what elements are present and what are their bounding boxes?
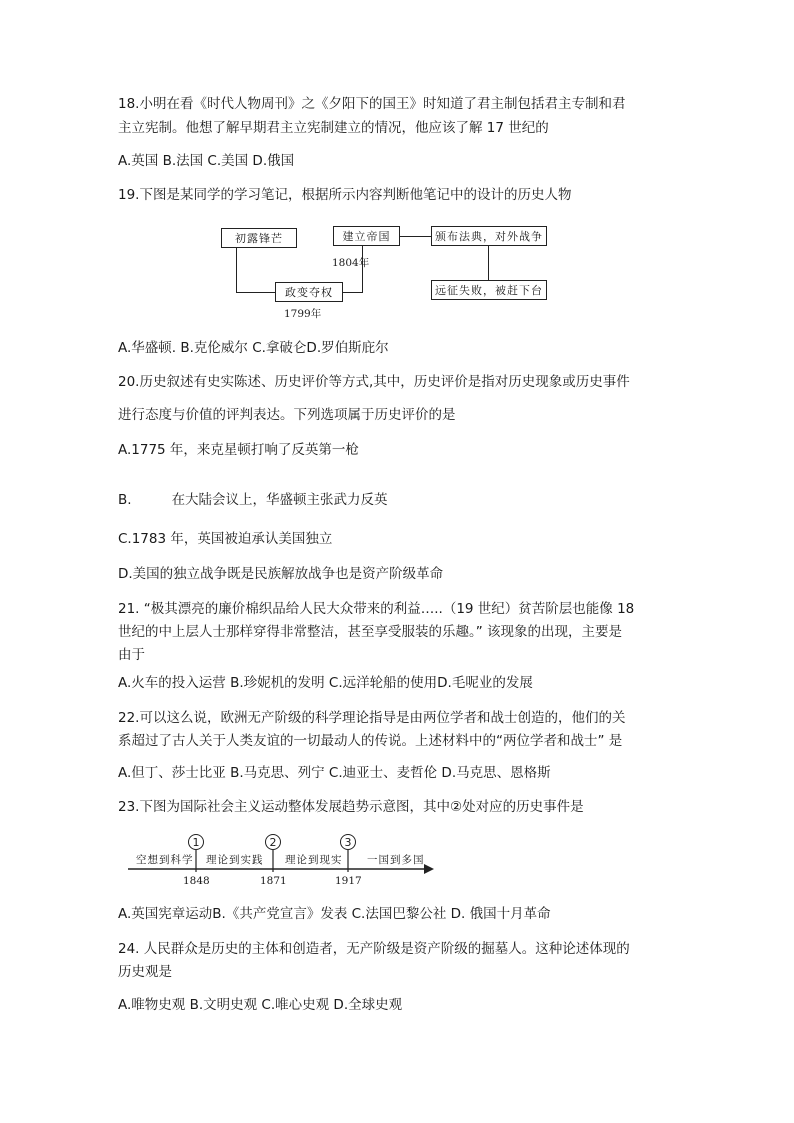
timeline-year-1848: 1848 — [183, 875, 210, 887]
timeline-year-1871: 1871 — [260, 875, 287, 887]
q22-stem-line2: 系超过了古人关于人类友谊的一切最动人的传说。上述材料中的“两位学者和战士” 是 — [118, 733, 623, 749]
q18-stem-line2: 主立宪制。他想了解早期君主立宪制建立的情况，他应该了解 17 世纪的 — [118, 120, 549, 136]
diagram-box-chulu: 初露锋芒 — [221, 228, 297, 248]
timeline-seg-kongxiang: 空想到科学 — [136, 854, 194, 866]
diagram-box-yuanzheng: 远征失败，被赶下台 — [431, 280, 547, 300]
q21-stem-line3: 由于 — [118, 647, 145, 663]
timeline-seg-xianshi: 理论到现实 — [285, 854, 343, 866]
q18-stem-line1: 18.小明在看《时代人物周刊》之《夕阳下的国王》时知道了君主制包括君主专制和君 — [118, 96, 626, 112]
q19-options: A.华盛顿. B.克伦威尔 C.拿破仑D.罗伯斯庇尔 — [118, 340, 389, 356]
timeline-seg-duoguo: 一国到多国 — [367, 854, 425, 866]
diagram-year-1799: 1799年 — [284, 308, 322, 320]
q21-stem-line2: 世纪的中上层人士那样穿得非常整洁，甚至享受服装的乐趣。” 该现象的出现，主要是 — [118, 624, 623, 640]
timeline-year-1917: 1917 — [335, 875, 362, 887]
q19-stem: 19.下图是某同学的学习笔记，根据所示内容判断他笔记中的设计的历史人物 — [118, 187, 572, 203]
timeline-seg-shijian: 理论到实践 — [206, 854, 264, 866]
q23-options: A.英国宪章运动B.《共产党宣言》发表 C.法国巴黎公社 D. 俄国十月革命 — [118, 906, 551, 922]
q20-stem-line1: 20.历史叙述有史实陈述、历史评价等方式,其中，历史评价是指对历史现象或历史事件 — [118, 374, 630, 390]
q24-stem-line2: 历史观是 — [118, 964, 172, 980]
timeline-marker-2: 2 — [265, 834, 281, 850]
q21-stem-line1: 21. “极其漂亮的廉价棉织品给人民大众带来的利益…..（19 世纪）贫苦阶层也能像 18 — [118, 601, 635, 617]
diagram-year-1804: 1804年 — [332, 257, 370, 269]
q23-stem: 23.下图为国际社会主义运动整体发展趋势示意图，其中②处对应的历史事件是 — [118, 799, 584, 815]
timeline-marker-1: 1 — [188, 834, 204, 850]
q24-options: A.唯物史观 B.文明史观 C.唯心史观 D.全球史观 — [118, 997, 403, 1013]
q20-option-d: D.美国的独立战争既是民族解放战争也是资产阶级革命 — [118, 566, 444, 582]
q20-option-b-text: 在大陆会议上，华盛顿主张武力反英 — [171, 492, 388, 508]
q20-option-c: C.1783 年，英国被迫承认美国独立 — [118, 531, 333, 547]
diagram-box-jianli: 建立帝国 — [333, 226, 400, 246]
q24-stem-line1: 24. 人民群众是历史的主体和创造者，无产阶级是资产阶级的掘墓人。这种论述体现的 — [118, 941, 630, 957]
q21-options: A.火车的投入运营 B.珍妮机的发明 C.远洋轮船的使用D.毛呢业的发展 — [118, 675, 533, 691]
timeline-marker-3: 3 — [340, 834, 356, 850]
q22-stem-line1: 22.可以这么说，欧洲无产阶级的科学理论指导是由两位学者和战士创造的，他们的关 — [118, 710, 626, 726]
q20-option-b-label: B. — [118, 492, 132, 508]
diagram-box-zhengbian: 政变夺权 — [275, 282, 343, 302]
q20-stem-line2: 进行态度与价值的评判表达。下列选项属于历史评价的是 — [118, 407, 456, 423]
q18-options: A.英国 B.法国 C.美国 D.俄国 — [118, 153, 295, 169]
q22-options: A.但丁、莎士比亚 B.马克思、列宁 C.迪亚士、麦哲伦 D.马克思、恩格斯 — [118, 765, 551, 781]
diagram-box-fadian: 颁布法典，对外战争 — [431, 226, 547, 246]
q20-option-a: A.1775 年，来克星顿打响了反英第一枪 — [118, 442, 359, 458]
